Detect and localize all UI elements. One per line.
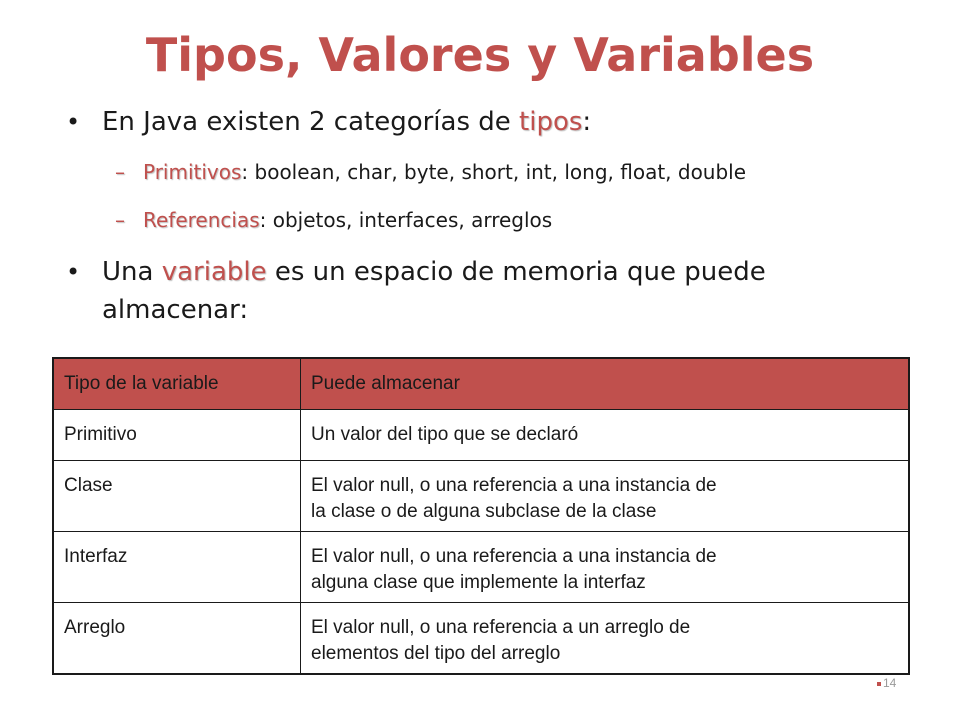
highlight-term: tipos (519, 107, 583, 137)
cell-line: alguna clase que implemente la interfaz (311, 572, 646, 593)
cell-almacenar (301, 461, 910, 532)
table-row (53, 532, 909, 603)
bullet-text: Una (102, 257, 162, 287)
cell-line: la clase o de alguna subclase de la clase (311, 501, 657, 522)
cell-tipo: Primitivo (53, 410, 301, 461)
cell-almacenar (301, 532, 910, 603)
bullet-tipos (66, 103, 592, 141)
cell-line: Un valor del tipo que se declaró (311, 424, 579, 445)
highlight-term: Referencias (143, 208, 260, 232)
cell-tipo: Arreglo (53, 603, 301, 675)
cell-line: elementos del tipo del arreglo (311, 643, 561, 664)
page-number-text: 14 (883, 676, 897, 690)
table-row (53, 461, 909, 532)
highlight-term: variable (161, 257, 267, 287)
cell-line: El valor null, o una referencia a una instancia de (311, 546, 717, 567)
highlight-term: Primitivos (143, 160, 242, 184)
sub-bullet-dash: – (115, 160, 125, 184)
bullet-text: es un espacio de memoria que puede (266, 257, 766, 287)
bullet-text: almacenar: (102, 295, 249, 325)
sub-bullet-text: : objetos, interfaces, arreglos (259, 208, 553, 232)
bullet-text: : (582, 107, 592, 137)
sub-bullet-dash: – (115, 208, 125, 232)
cell-tipo: Clase (53, 461, 301, 532)
sub-bullet-text: : boolean, char, byte, short, int, long, float, double (241, 160, 747, 184)
table-row (53, 603, 909, 675)
table-row (53, 410, 909, 461)
variable-types-table (52, 357, 910, 675)
column-header: Tipo de la variable (53, 358, 301, 410)
sub-bullet-primitivos (115, 157, 747, 187)
cell-line: El valor null, o una referencia a un arreglo de (311, 617, 691, 638)
bullet-variable (66, 253, 766, 329)
bullet-dot: • (66, 258, 81, 286)
bullet-dot: • (66, 108, 81, 136)
column-header: Puede almacenar (301, 358, 910, 410)
page-number-marker-icon (877, 682, 881, 686)
table-header-row (53, 358, 909, 410)
cell-tipo: Interfaz (53, 532, 301, 603)
cell-line: El valor null, o una referencia a una instancia de (311, 475, 717, 496)
slide-title: Tipos, Valores y Variables (145, 28, 815, 82)
page-number (877, 676, 896, 690)
cell-almacenar (301, 410, 910, 461)
bullet-text: En Java existen 2 categorías de (102, 107, 520, 137)
cell-almacenar (301, 603, 910, 675)
sub-bullet-referencias (115, 205, 553, 235)
